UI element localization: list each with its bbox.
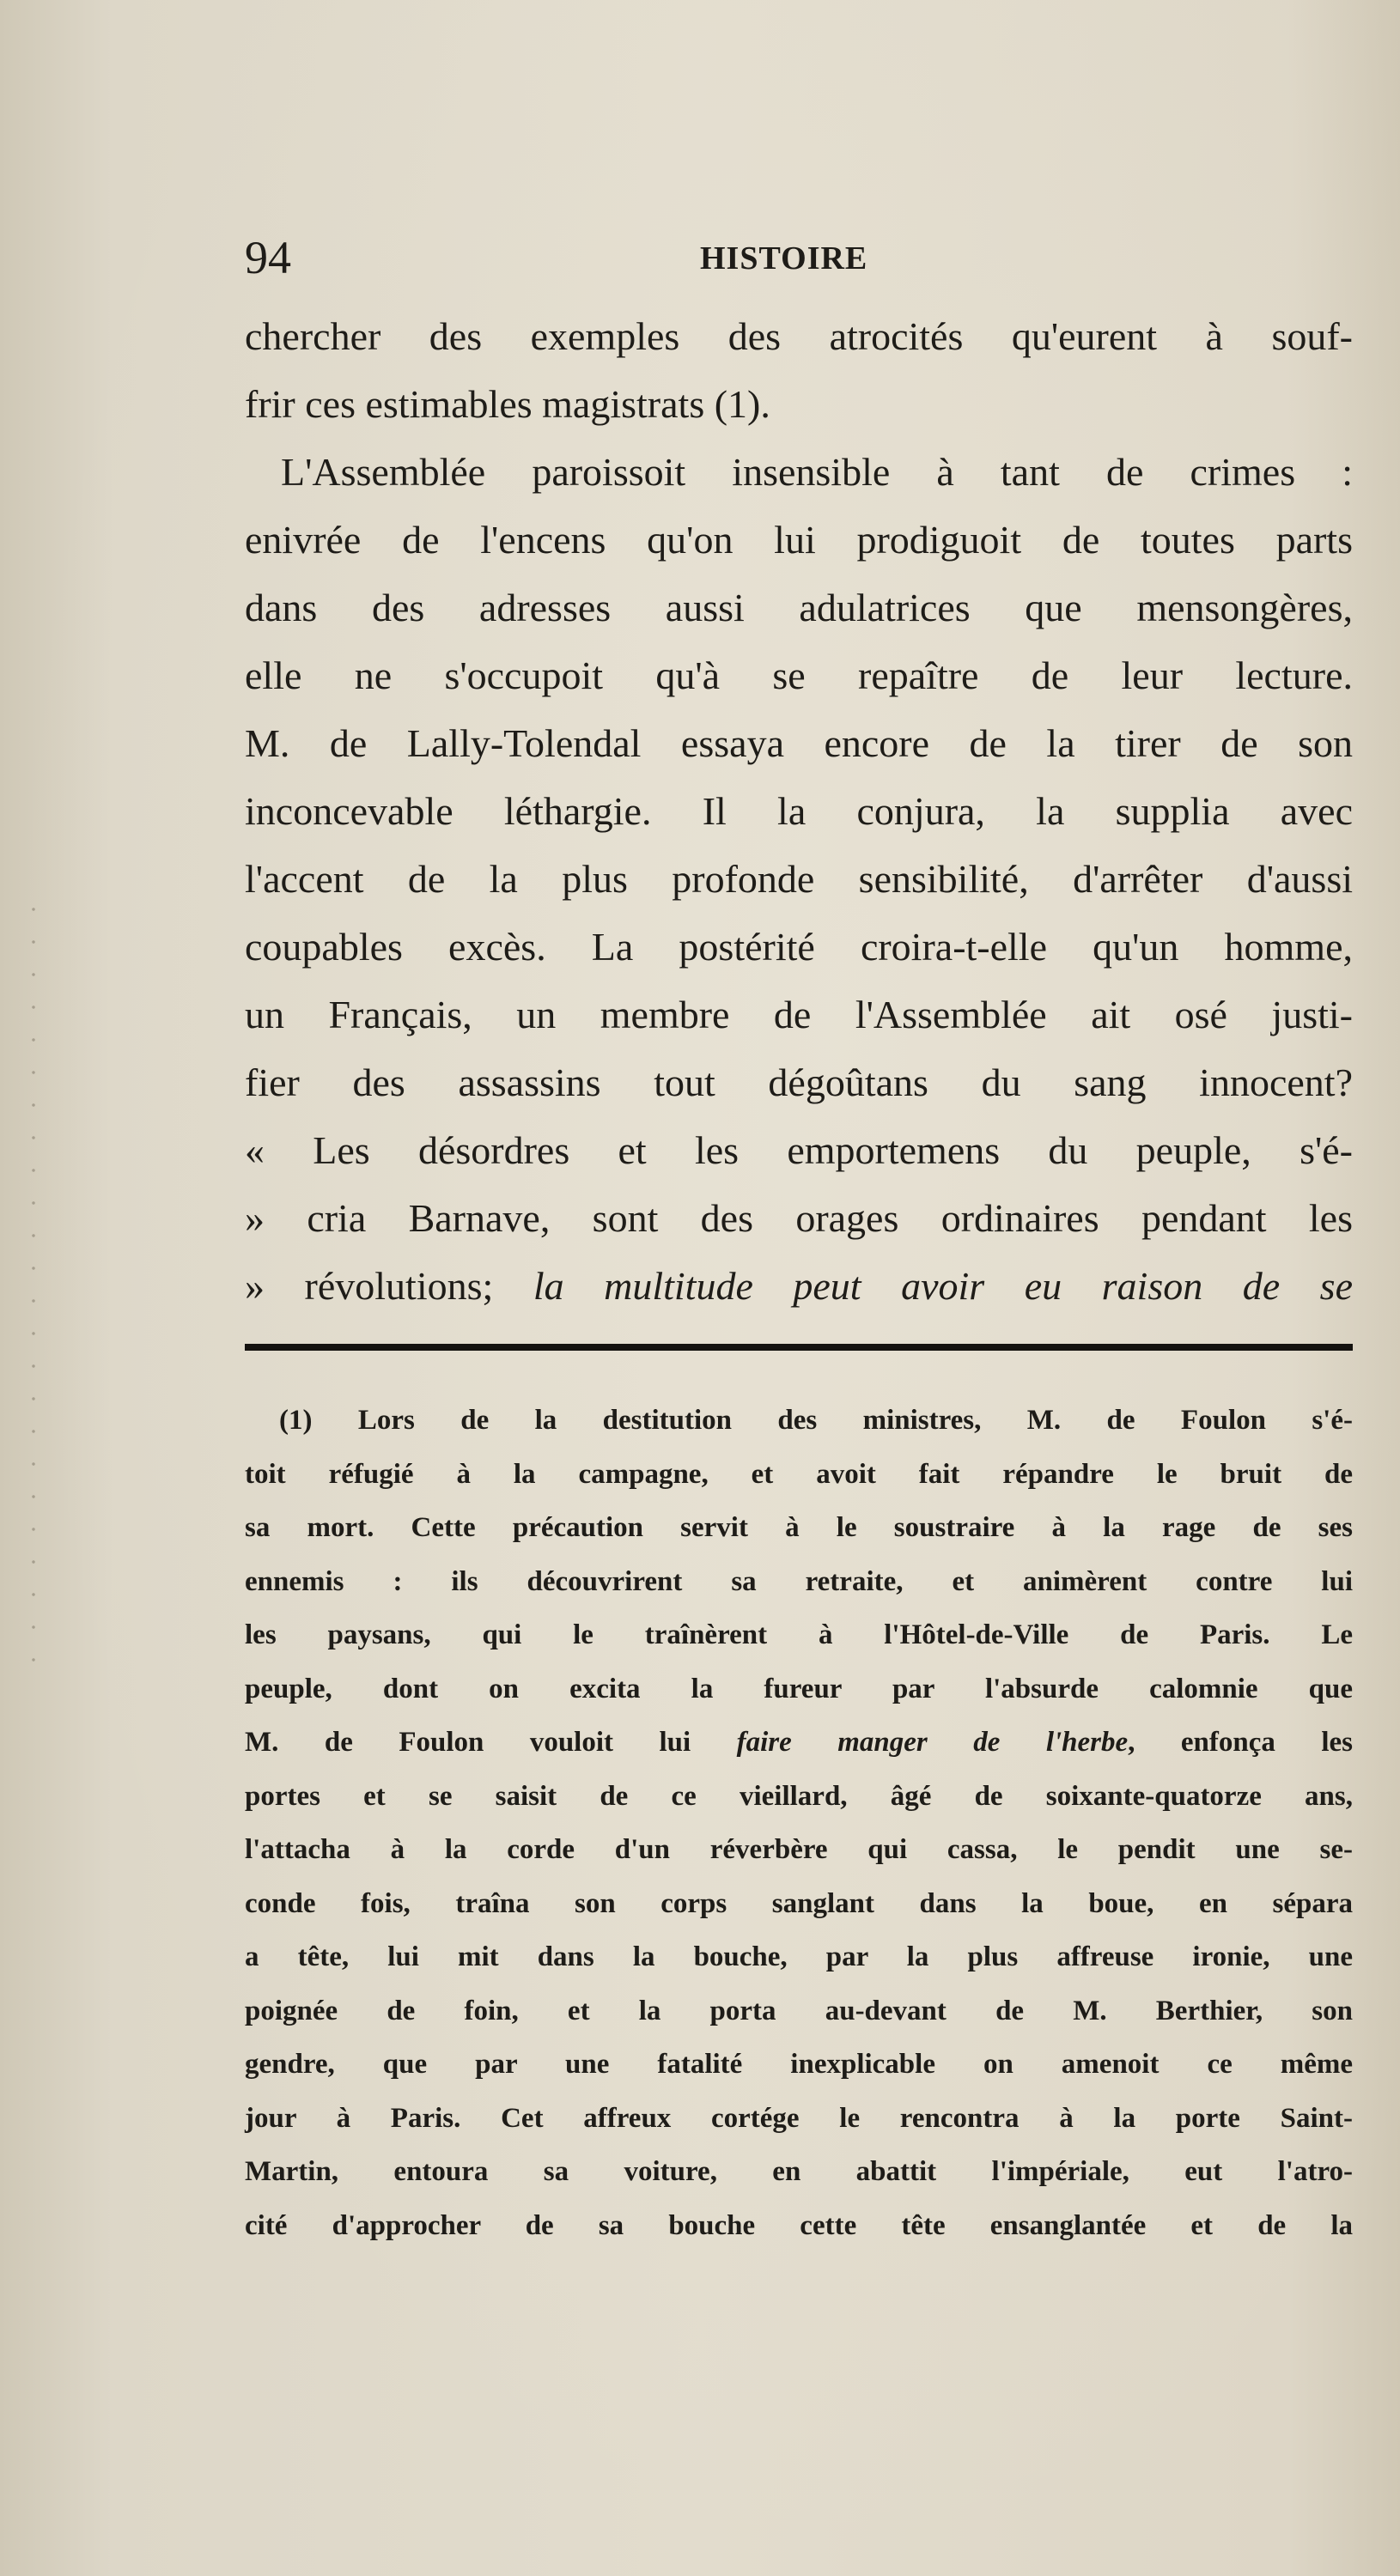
text-line: enivrée de l'encens qu'on lui prodiguoit de toutes parts <box>245 518 1353 562</box>
gutter-marks <box>31 893 36 1666</box>
footnote-line: sa mort. Cette précaution servit à le soustraire à la rage de ses <box>245 1512 1353 1543</box>
running-head <box>245 230 1353 285</box>
text-line: frir ces estimables magistrats (1). <box>245 382 770 426</box>
footnote-line: jour à Paris. Cet affreux cortége le rencontra à la porte Saint- <box>245 2102 1353 2134</box>
footnote-line: les paysans, qui le traînèrent à l'Hôtel-de-Ville de Paris. Le <box>245 1619 1353 1650</box>
footnote-rule <box>245 1344 1353 1351</box>
text-line: coupables excès. La postérité croira-t-elle qu'un homme, <box>245 925 1353 969</box>
text-line: L'Assemblée paroissoit insensible à tant de crimes : <box>281 450 1353 494</box>
page-number: 94 <box>245 232 291 283</box>
text-line: M. de Lally-Tolendal essaya encore de la tirer de son <box>245 721 1353 765</box>
main-text <box>245 302 1353 1320</box>
text-line: l'accent de la plus profonde sensibilité, d'arrêter d'aussi <box>245 857 1353 901</box>
text-line: un Français, un membre de l'Assemblée ait osé justi- <box>245 993 1353 1036</box>
text-line: dans des adresses aussi adulatrices que mensongères, <box>245 586 1353 629</box>
footnote-line: portes et se saisit de ce vieillard, âgé de soixante-quatorze ans, <box>245 1780 1353 1812</box>
footnote-line: cité d'approcher de sa bouche cette tête ensanglantée et de la <box>245 2209 1353 2241</box>
text-line: chercher des exemples des atrocités qu'eurent à souf- <box>245 314 1353 358</box>
text-line: elle ne s'occupoit qu'à se repaître de leur lecture. <box>245 653 1353 697</box>
footnote-line: poignée de foin, et la porta au-devant de M. Berthier, son <box>245 1995 1353 2026</box>
text-span: , enfonça les <box>1128 1727 1353 1758</box>
text-line-mixed <box>245 1252 1353 1320</box>
footnote-line: toit réfugié à la campagne, et avoit fait répandre le bruit de <box>245 1458 1353 1490</box>
text-span: M. de Foulon vouloit lui <box>245 1727 691 1758</box>
footnote-line: (1) Lors de la destitution des ministres, M. de Foulon s'é- <box>279 1405 1353 1436</box>
footnote-line: Martin, entoura sa voiture, en abattit l'impériale, eut l'atro- <box>245 2156 1353 2187</box>
text-line: » cria Barnave, sont des orages ordinaires pendant les <box>245 1196 1353 1240</box>
footnote <box>245 1394 1353 2252</box>
italic-phrase: faire manger de l'herbe <box>736 1727 1129 1758</box>
text-line: inconcevable léthargie. Il la conjura, la supplia avec <box>245 789 1353 833</box>
footnote-line: l'attacha à la corde d'un réverbère qui cassa, le pendit une se- <box>245 1834 1353 1865</box>
text-line: « Les désordres et les emportemens du peuple, s'é- <box>245 1128 1353 1172</box>
footnote-line-mixed <box>245 1716 1353 1770</box>
footnote-line: ennemis : ils découvrirent sa retraite, et animèrent contre lui <box>245 1565 1353 1597</box>
footnote-line: peuple, dont on excita la fureur par l'absurde calomnie que <box>245 1673 1353 1704</box>
running-title: HISTOIRE <box>700 240 868 276</box>
footnote-line: a tête, lui mit dans la bouche, par la plus affreuse ironie, une <box>245 1941 1353 1972</box>
italic-quote: la multitude peut avoir eu raison de se <box>533 1264 1354 1308</box>
text-line: fier des assassins tout dégoûtans du sang innocent? <box>245 1060 1353 1104</box>
footnote-line: conde fois, traîna son corps sanglant dans la boue, en sépara <box>245 1887 1353 1919</box>
footnote-line: gendre, que par une fatalité inexplicable on amenoit ce même <box>245 2049 1353 2080</box>
text-span: » révolutions; <box>245 1264 494 1308</box>
